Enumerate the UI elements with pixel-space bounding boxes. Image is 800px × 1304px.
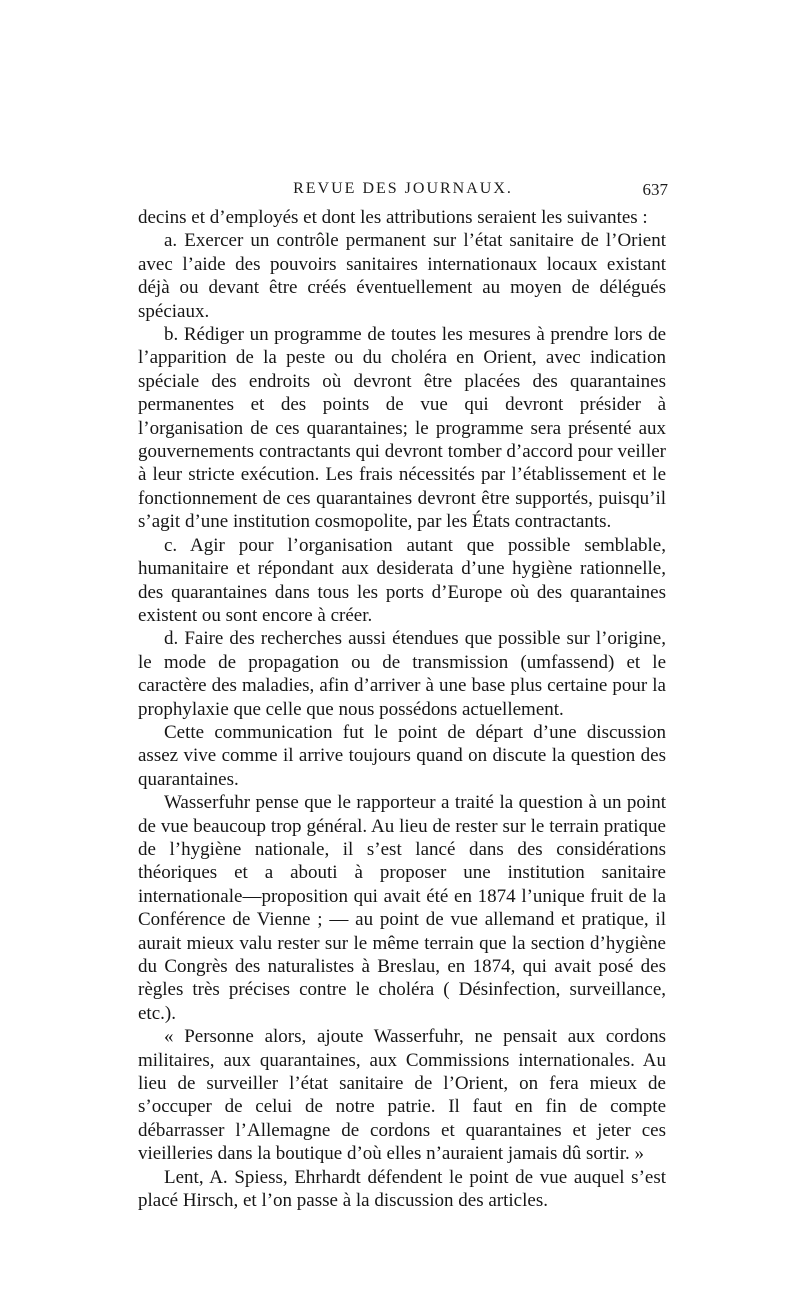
page-header bbox=[138, 180, 668, 202]
paragraph-item-b: b. Rédiger un programme de toutes les mesures à prendre lors de l’apparition de la peste ou du choléra en Orient, avec indication spéciale des endroits où devront être placées des quarantaines permanentes et des points de vue qui devront présider à l’organisation de ces quarantaines; le programme sera présenté aux gouvernements contractants qui devront tomber d’accord pour veiller à leur stricte exécution. Les frais nécessités par l’établissement et le fonctionnement de ces quarantaines devront être supportés, puisqu’il s’agit d’une institution cosmopolite, par les États contractants. bbox=[138, 324, 666, 533]
paragraph-item-d: d. Faire des recherches aussi étendues que possible sur l’origine, le mode de propagation ou de transmission (umfassend) et le caractère des maladies, afin d’arriver à une base plus certaine pour la prophylaxie que celle que nous possédons actuellement. bbox=[138, 628, 666, 720]
paragraph-item-c: c. Agir pour l’organisation autant que possible semblable, humanitaire et répondant aux desiderata d’une hygiène rationnelle, des quarantaines dans tous les ports d’Europe où des quarantaines existent ou sont encore à créer. bbox=[138, 534, 666, 626]
running-title: REVUE DES JOURNAUX. bbox=[293, 180, 513, 197]
paragraph-item-a: a. Exercer un contrôle permanent sur l’état sanitaire de l’Orient avec l’aide des pouvoirs sanitaires internationaux locaux existant déjà ou devant être créés éventuellement au moyen de délégués spéciaux. bbox=[138, 230, 666, 322]
paragraph-quote: « Personne alors, ajoute Wasserfuhr, ne pensait aux cordons militaires, aux quarantaines, aux Commissions internationales. Au lieu de surveiller l’état sanitaire de l’Orient, on fera mieux de s’occuper de celui de notre patrie. Il faut en fin de compte débarrasser l’Allemagne de cordons et quarantaines et jeter ces vieilleries dans la boutique d’où elles n’auraient jamais dû sortir. » bbox=[138, 1026, 666, 1165]
body-text bbox=[138, 206, 666, 1212]
paragraph-conclusion: Lent, A. Spiess, Ehrhardt défendent le point de vue auquel s’est placé Hirsch, et l’on passe à la discussion des articles. bbox=[138, 1166, 666, 1212]
page-number: 637 bbox=[642, 180, 668, 199]
paragraph-continuation: decins et d’employés et dont les attributions seraient les suivantes : bbox=[138, 207, 648, 228]
paragraph-discussion: Cette communication fut le point de départ d’une discussion assez vive comme il arrive toujours quand on discute la question des quarantaines. bbox=[138, 721, 666, 790]
paragraph-wasserfuhr: Wasserfuhr pense que le rapporteur a traité la question à un point de vue beaucoup trop général. Au lieu de rester sur le terrain pratique de l’hygiène nationale, il s’est lancé dans des considérations théoriques et a abouti à proposer une institution sanitaire internationale—proposition qui avait été en 1874 l’unique fruit de la Conférence de Vienne ; — au point de vue allemand et pratique, il aurait mieux valu rester sur le même terrain que la section d’hygiène du Congrès des naturalistes à Breslau, en 1874, qui avait posé des règles très précises contre le choléra ( Désinfection, surveillance, etc.). bbox=[138, 792, 666, 1024]
